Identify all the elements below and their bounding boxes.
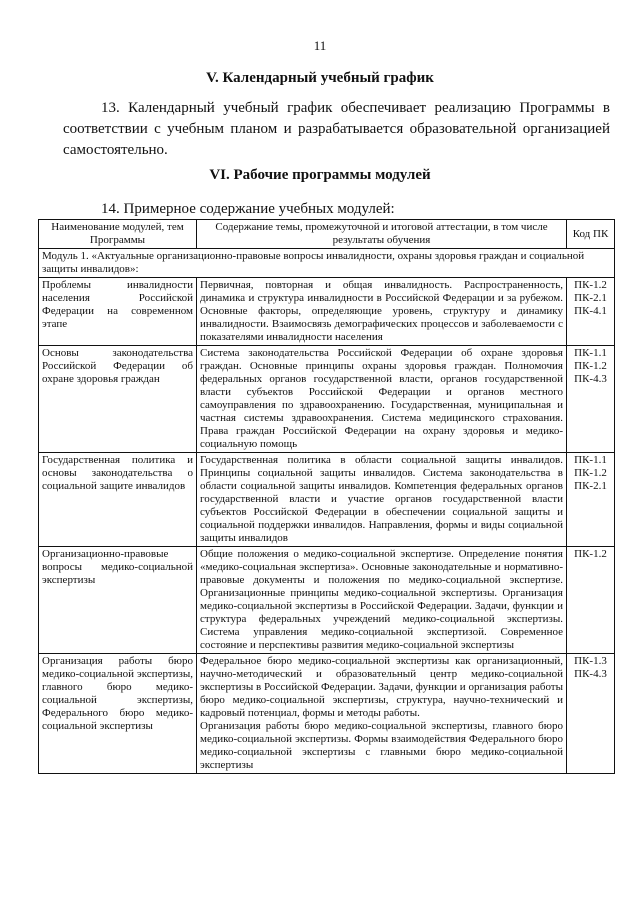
table-row bbox=[39, 654, 615, 774]
topic-name: Организация работы бюро медико-социальной экспертизы, главного бюро медико-социальной экспертизы, Федерального бюро медико-социальной экспертизы bbox=[39, 654, 197, 774]
page-number: 11 bbox=[313, 38, 327, 53]
header-code: Код ПК bbox=[567, 220, 615, 249]
section-heading-modules: VI. Рабочие программы модулей bbox=[209, 167, 431, 183]
section-heading-calendar: V. Календарный учебный график bbox=[206, 70, 434, 86]
module-title-row bbox=[39, 249, 615, 278]
competency-code: ПК-1.2 bbox=[574, 279, 607, 291]
topic-content: Система законодательства Российской Федерации об охране здоровья граждан. Основные принципы охраны здоровья граждан. Полномочия федеральных органов государственной власти, органов государственной власти субъектов Российской Федерации и органов местного самоуправления по здравоохранению. Государственная, муниципальная и частная системы здравоохранения. Система медицинского страхования. Права граждан Российской Федерации на охрану здоровья и медико-социальную помощь bbox=[197, 346, 567, 453]
topic-content: Общие положения о медико-социальной экспертизе. Определение понятия «медико-социальная экспертиза». Основные законодательные и нормативно-правовые документы и положения по медико-социальной экспертизе. Организационные принципы медико-социальной экспертизы. Организация медико-социальной экспертизы в Российской Федерации. Задачи, функции и структура федеральных учреждений медико-социальной экспертизы. Система управления медико-социальной экспертизой. Современное состояние и перспективы развития медико-социальной экспертизы bbox=[197, 547, 567, 654]
topic-content-part: Организация работы бюро медико-социальной экспертизы, главного бюро медико-социальной экспертизы. Формы взаимодействия Федерального бюро медико-социальной экспертизы с главными бюро медико-социальной экспертизы bbox=[200, 720, 563, 771]
topic-content bbox=[197, 654, 567, 774]
competency-code: ПК-1.2 bbox=[574, 360, 607, 372]
paragraph-13: 13. Календарный учебный график обеспечивает реализацию Программы в соответствии с учебным планом и разрабатывается образовательной организацией самостоятельно. bbox=[63, 100, 610, 158]
competency-code: ПК-1.1 bbox=[574, 454, 607, 466]
module-title: Модуль 1. «Актуальные организационно-правовые вопросы инвалидности, охраны здоровья граждан и социальной защиты инвалидов»: bbox=[39, 249, 615, 278]
competency-code: ПК-1.3 bbox=[574, 655, 607, 667]
competency-code: ПК-4.3 bbox=[574, 668, 607, 680]
competency-code: ПК-4.3 bbox=[574, 373, 607, 385]
table-header-row bbox=[39, 220, 615, 249]
competency-code: ПК-2.1 bbox=[574, 480, 607, 492]
header-content: Содержание темы, промежуточной и итоговой аттестации, в том числе результаты обучения bbox=[197, 220, 567, 249]
competency-code: ПК-1.2 bbox=[574, 467, 607, 479]
competency-code: ПК-2.1 bbox=[574, 292, 607, 304]
table-row bbox=[39, 278, 615, 346]
header-module-name: Наименование модулей, тем Программы bbox=[39, 220, 197, 249]
topic-name: Основы законодательства Российской Федерации об охране здоровья граждан bbox=[39, 346, 197, 453]
topic-codes bbox=[567, 453, 615, 547]
table-row bbox=[39, 547, 615, 654]
topic-content-part: Федеральное бюро медико-социальной экспертизы как организационный, научно-методический и образовательный центр медико-социальной экспертизы в Российской Федерации. Задачи, функции и организация работы бюро медико-социальной экспертизы, структура, научно-технический и кадровый потенциал, формы и методы работы. bbox=[200, 655, 563, 719]
competency-code: ПК-1.1 bbox=[574, 347, 607, 359]
table-row bbox=[39, 453, 615, 547]
topic-codes bbox=[567, 346, 615, 453]
modules-table bbox=[38, 219, 615, 774]
competency-code: ПК-4.1 bbox=[574, 305, 607, 317]
competency-code: ПК-1.2 bbox=[574, 548, 607, 560]
paragraph-14: 14. Примерное содержание учебных модулей: bbox=[101, 201, 395, 217]
topic-name: Организационно-правовые вопросы медико-социальной экспертизы bbox=[39, 547, 197, 654]
topic-name: Проблемы инвалидности населения Российской Федерации на современном этапе bbox=[39, 278, 197, 346]
topic-content: Государственная политика в области социальной защиты инвалидов. Принципы социальной защиты инвалидов. Система законодательства в области социальной защиты инвалидов. Компетенция федеральных органов государственной власти и участие органов государственной власти субъектов Российской Федерации в обеспечении социальной защиты и социальной поддержки инвалидов. Направления, формы и виды социальной защиты инвалидов bbox=[197, 453, 567, 547]
topic-codes bbox=[567, 278, 615, 346]
table-row bbox=[39, 346, 615, 453]
topic-content: Первичная, повторная и общая инвалидность. Распространенность, динамика и структура инвалидности в Российской Федерации и за рубежом. Основные факторы, определяющие уровень, структуру и динамику инвалидности. Взаимосвязь демографических процессов и заболеваемости с показателями инвалидности населения bbox=[197, 278, 567, 346]
topic-name: Государственная политика и основы законодательства о социальной защите инвалидов bbox=[39, 453, 197, 547]
topic-codes bbox=[567, 547, 615, 654]
topic-codes bbox=[567, 654, 615, 774]
